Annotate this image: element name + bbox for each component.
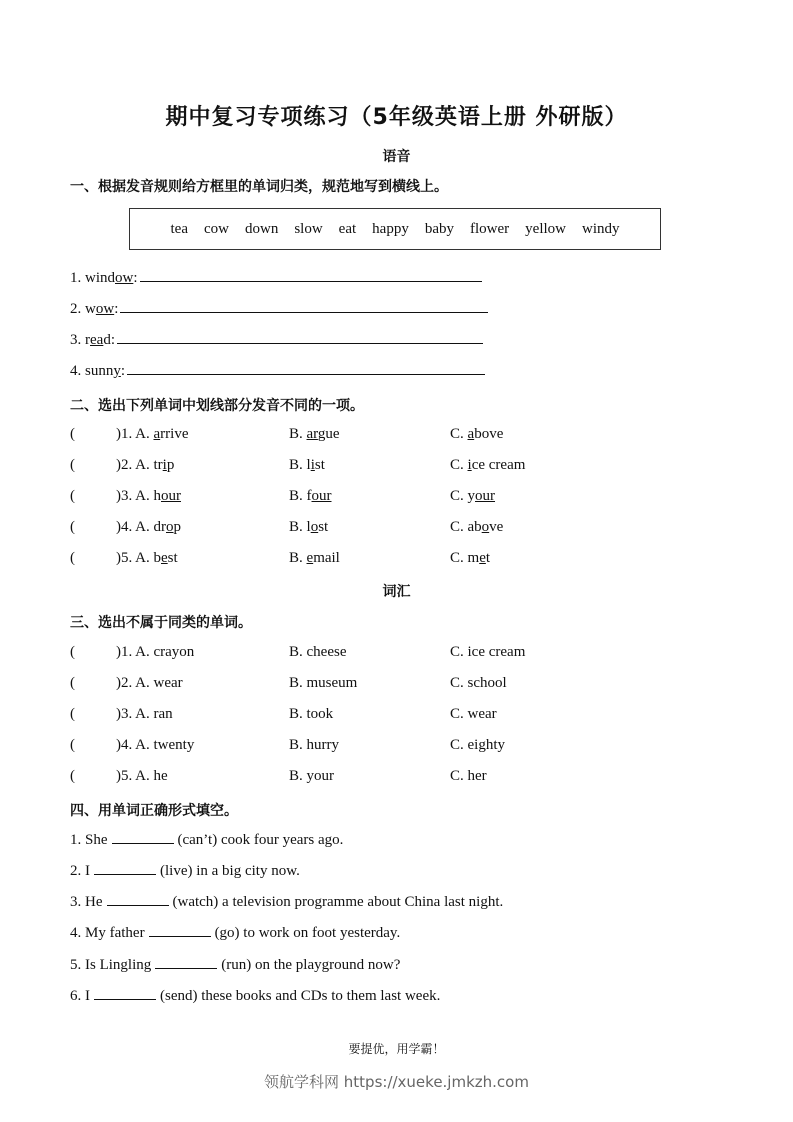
option-c-underlined: i <box>467 457 472 473</box>
option-c <box>450 519 503 536</box>
watermark-text: 领航学科网 https://xueke.jmkzh.com <box>264 1073 529 1091</box>
sentence-end: (send) these books and CDs to them last week. <box>160 988 441 1004</box>
option-c <box>450 426 503 443</box>
option-b-pre: B. l <box>289 519 311 535</box>
option-b <box>289 457 325 474</box>
answer-bracket[interactable]: ( <box>70 706 75 722</box>
word: baby <box>424 220 454 237</box>
option-c: C. school <box>450 675 507 691</box>
option-c-post: ce cream <box>471 457 526 473</box>
sentence-start: 3. He <box>70 894 103 910</box>
sort-label-end: : <box>120 363 126 379</box>
sort-line-2 <box>70 301 488 318</box>
option-a-pre: dr <box>153 519 166 535</box>
option-b-pre: B. l <box>289 457 311 473</box>
answer-bracket[interactable] <box>70 426 75 443</box>
section-2-heading: 二、选出下列单词中划线部分发音不同的一项。 <box>70 398 364 414</box>
option-b <box>289 550 340 567</box>
paren-open: ( <box>70 426 75 442</box>
answer-bracket[interactable]: ( <box>70 768 75 784</box>
fill-blank[interactable] <box>107 893 169 906</box>
item-number: )4. A. <box>116 519 154 535</box>
item-number: )1. A. <box>116 426 154 442</box>
option-c-pre: C. <box>450 457 468 473</box>
option-b-post: mail <box>313 550 340 566</box>
option-c-underlined: e <box>479 550 486 566</box>
word: eat <box>338 220 357 237</box>
option-c-pre: C. <box>450 426 468 442</box>
word: tea <box>170 220 188 237</box>
option-a <box>116 550 178 567</box>
option-c-post: t <box>485 550 491 566</box>
sentence-end: (go) to work on foot yesterday. <box>214 925 401 941</box>
footer-slogan: 要提优，用学霸！ <box>348 1042 445 1056</box>
fill-blank[interactable] <box>149 924 211 937</box>
fill-blank-item <box>70 893 503 911</box>
answer-line[interactable] <box>140 280 482 282</box>
answer-bracket[interactable]: ( <box>70 737 75 753</box>
sentence-start: 5. Is Lingling <box>70 957 152 973</box>
option-a: )2. A. wear <box>116 675 183 691</box>
option-b <box>289 488 332 505</box>
option-a-post: rrive <box>160 426 189 442</box>
word: cow <box>203 220 229 237</box>
sort-label-end: : <box>114 301 119 317</box>
option-b-post: st <box>318 519 329 535</box>
sentence-start: 6. I <box>70 988 90 1004</box>
option-b-underlined: our <box>311 488 332 504</box>
fill-blank-item <box>70 862 300 880</box>
option-c-pre: C. m <box>450 550 480 566</box>
sentence-start: 1. She <box>70 832 108 848</box>
option-b: B. hurry <box>289 737 339 753</box>
answer-line[interactable] <box>127 373 485 375</box>
underlined-part: ow <box>95 301 115 317</box>
option-c: C. eighty <box>450 737 505 753</box>
option-a-underlined: i <box>162 457 167 473</box>
sort-label-end: : <box>133 270 138 286</box>
option-c-underlined: a <box>467 426 475 442</box>
word: windy <box>581 220 620 237</box>
underlined-part: y <box>113 363 121 379</box>
option-b: B. took <box>289 706 334 722</box>
option-b: B. cheese <box>289 644 347 660</box>
paren-open: ( <box>70 488 75 504</box>
option-c <box>450 550 490 567</box>
answer-bracket[interactable] <box>70 519 75 536</box>
sentence-end: (live) in a big city now. <box>160 863 300 879</box>
option-b: B. museum <box>289 675 358 691</box>
underlined-part: ea <box>90 332 104 348</box>
word: slow <box>294 220 323 237</box>
answer-line[interactable] <box>120 311 488 313</box>
option-a: )5. A. he <box>116 768 168 784</box>
sort-label-end: d: <box>103 332 115 348</box>
fill-blank[interactable] <box>155 956 217 969</box>
answer-bracket[interactable]: ( <box>70 675 75 691</box>
option-b-post: gue <box>317 426 340 442</box>
option-b <box>289 426 340 443</box>
word-box <box>129 208 661 250</box>
option-c-post: bove <box>474 426 504 442</box>
option-a: )3. A. ran <box>116 706 173 722</box>
option-a <box>116 488 181 505</box>
fill-blank-item <box>70 956 400 974</box>
option-c: C. wear <box>450 706 497 722</box>
option-c-pre: C. ab <box>450 519 482 535</box>
fill-blank[interactable] <box>94 987 156 1000</box>
option-a-pre: h <box>153 488 161 504</box>
option-b: B. your <box>289 768 334 784</box>
sentence-end: (watch) a television programme about China last night. <box>172 894 504 910</box>
word: down <box>244 220 279 237</box>
option-b-underlined: i <box>310 457 315 473</box>
option-c-post: ve <box>489 519 504 535</box>
option-c: C. ice cream <box>450 644 526 660</box>
option-c-underlined: o <box>481 519 490 535</box>
answer-line[interactable] <box>117 342 483 344</box>
fill-blank-item <box>70 924 400 942</box>
option-a-pre: b <box>153 550 161 566</box>
sentence-start: 2. I <box>70 863 90 879</box>
option-a-post: p <box>166 457 175 473</box>
option-a-underlined: our <box>161 488 181 504</box>
option-b <box>289 519 328 536</box>
option-a <box>116 457 174 474</box>
paren-open: ( <box>70 519 75 535</box>
word: flower <box>470 220 510 237</box>
option-a-underlined: e <box>161 550 168 566</box>
word: yellow <box>525 220 566 237</box>
option-c: C. her <box>450 768 487 784</box>
sentence-start: 4. My father <box>70 925 145 941</box>
sort-label: 4. sunn <box>70 363 114 379</box>
option-b-underlined: o <box>310 519 319 535</box>
option-a: )4. A. twenty <box>116 737 195 753</box>
option-b-underlined: e <box>306 550 314 566</box>
option-c <box>450 488 495 505</box>
option-a: )1. A. crayon <box>116 644 195 660</box>
sort-line-4 <box>70 363 485 380</box>
fill-blank-item <box>70 987 440 1005</box>
subhead-vocabulary: 词汇 <box>382 584 411 600</box>
word: happy <box>372 220 409 237</box>
option-a-post: p <box>173 519 181 535</box>
answer-bracket[interactable] <box>70 550 75 567</box>
option-b-pre: B. f <box>289 488 312 504</box>
subhead-pronunciation: 语音 <box>382 149 411 165</box>
page-title: 期中复习专项练习（5年级英语上册 外研版） <box>165 105 628 130</box>
option-c-underlined: our <box>475 488 496 504</box>
sentence-end: (run) on the playground now? <box>221 957 401 973</box>
sort-label: 2. w <box>70 301 96 317</box>
sort-line-3 <box>70 332 483 349</box>
sort-label: 1. wind <box>70 270 115 286</box>
sort-label: 3. r <box>70 332 90 348</box>
section-3-heading: 三、选出不属于同类的单词。 <box>70 615 252 631</box>
answer-bracket[interactable] <box>70 457 75 474</box>
section-4-heading: 四、用单词正确形式填空。 <box>70 803 238 819</box>
paren-open: ( <box>70 457 75 473</box>
item-number: )2. A. <box>116 457 154 473</box>
option-a-underlined: a <box>153 426 161 442</box>
option-b-post: st <box>314 457 325 473</box>
option-b-underlined: ar <box>306 426 318 442</box>
answer-bracket[interactable]: ( <box>70 644 75 660</box>
item-number: )5. A. <box>116 550 154 566</box>
section-1-heading: 一、根据发音规则给方框里的单词归类，规范地写到横线上。 <box>70 179 448 195</box>
option-a-post: st <box>167 550 178 566</box>
fill-blank[interactable] <box>112 831 174 844</box>
sort-line-1 <box>70 270 482 287</box>
fill-blank-item <box>70 831 343 849</box>
option-a-underlined: o <box>166 519 174 535</box>
paren-open: ( <box>70 550 75 566</box>
option-a-pre: tr <box>153 457 163 473</box>
option-c-pre: C. y <box>450 488 476 504</box>
answer-bracket[interactable] <box>70 488 75 505</box>
option-b-pre: B. <box>289 550 307 566</box>
sentence-end: (can’t) cook four years ago. <box>177 832 344 848</box>
underlined-part: ow <box>115 270 134 286</box>
option-a <box>116 426 189 443</box>
option-b-pre: B. <box>289 426 307 442</box>
fill-blank[interactable] <box>94 862 156 875</box>
option-c <box>450 457 525 474</box>
item-number: )3. A. <box>116 488 154 504</box>
option-a <box>116 519 181 536</box>
